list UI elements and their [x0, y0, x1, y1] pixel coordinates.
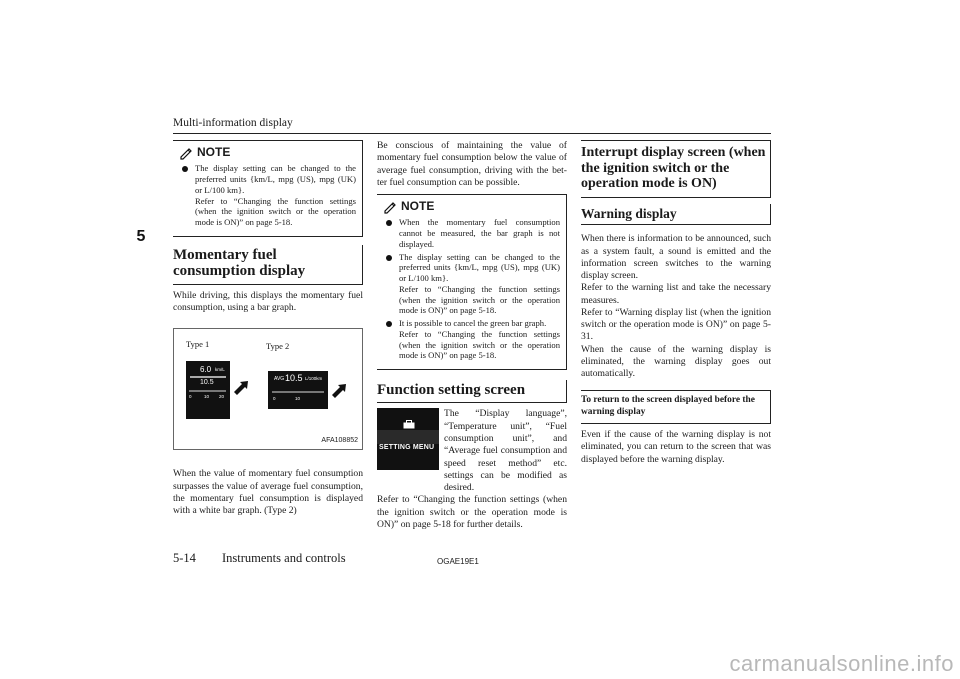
type1-scale [189, 390, 226, 392]
setting-block [377, 408, 567, 494]
type1-display [186, 361, 230, 419]
type1-unit-top: km/L [215, 367, 225, 373]
chapter-tab: 5 [136, 228, 146, 245]
return-heading: To return to the screen displayed before the warning display [581, 390, 771, 424]
setting-menu-screen [377, 408, 439, 470]
momentary-intro: While driving, this displays the momentary fuel consumption, using a bar graph. [173, 289, 363, 314]
pointer-arrow-icon [330, 382, 350, 398]
type2-unit: L/100km [305, 376, 323, 382]
fuel-display-figure [173, 328, 363, 450]
type2-label: Type 2 [266, 341, 290, 352]
setting-text: The “Display language”, “Temperature unit”, “Fuel consumption unit”, and “Average fuel consumption and speed reset method” etc. settings can be modified as desired. [444, 408, 567, 494]
warning-p3: Refer to “Warning display list (when the ignition switch or the operation mode is ON)” on page 5-31. [581, 306, 771, 343]
note-bullet: The display setting can be changed to the preferred units {km/L, mpg (US), mpg (UK) or L/100 km}. Refer to “Changing the function settings (when the ignition switch or the operation mode is ON)” on page 5-18. [179, 163, 356, 227]
footer-chapter: Instruments and controls [222, 551, 346, 565]
watermark: carmanualsonline.info [729, 651, 954, 676]
bullet-dot-icon [182, 166, 188, 172]
section-title-function-setting: Function setting screen [377, 380, 567, 404]
note-pencil-icon [179, 146, 193, 160]
type1-label: Type 1 [186, 339, 210, 350]
section-title-interrupt: Interrupt display screen (when the ignition switch or the operation mode is ON) [581, 140, 771, 198]
subsection-title-warning: Warning display [581, 204, 771, 225]
type1-tick-2: 20 [219, 394, 225, 400]
type1-bar [190, 376, 226, 378]
bullet-dot-icon [386, 220, 392, 226]
type2-avg: AVG [274, 376, 285, 383]
type2-value: 10.5 [285, 373, 303, 384]
document-code: OGAE19E1 [437, 557, 479, 566]
warning-p2: Refer to the warning list and take the necessary measures. [581, 282, 771, 306]
setting-text-2: Refer to “Changing the function settings (when the ignition switch or the operation mode is ON)” on page 5-18 for further details. [377, 494, 567, 530]
bullet-dot-icon [386, 255, 392, 261]
note-title: NOTE [179, 145, 356, 160]
page-number: 5-14 [173, 551, 196, 565]
setting-strip [377, 430, 439, 444]
note-box [377, 194, 567, 370]
column-left [173, 140, 363, 521]
figure-code: AFA108852 [321, 437, 358, 445]
note-box [173, 140, 363, 237]
setting-menu-label: SETTING MENU [379, 443, 435, 451]
type1-value-top: 6.0 [200, 365, 212, 375]
middle-intro: Be conscious of maintaining the value of momentary fuel consumption below the value of average fuel consumption, driving with the bet-ter fuel consumption can be possible. [377, 140, 567, 188]
pointer-arrow-icon [232, 379, 252, 395]
note-bullet: When the momentary fuel consumption cannot be measured, the bar graph is not displayed. [383, 217, 560, 249]
type1-value-bottom: 10.5 [200, 379, 214, 387]
note-bullet: It is possible to cancel the green bar graph. Refer to “Changing the function settings (when the ignition switch or the operation mode is ON)” on page 5-18. [383, 318, 560, 361]
running-head: Multi-information display [173, 117, 293, 129]
warning-p4: When the cause of the warning display is eliminated, the warning display goes out automatically. [581, 343, 771, 380]
type2-tick-1: 10 [295, 396, 301, 402]
type2-tick-0: 0 [273, 396, 276, 402]
column-middle [377, 140, 567, 535]
note-title: NOTE [383, 199, 560, 214]
warning-p5: Even if the cause of the warning display is not eliminated, you can return to the screen that was displayed before the warning display. [581, 428, 771, 465]
momentary-after-figure: When the value of momentary fuel consumption surpasses the value of average fuel consumption, the momentary fuel consumption is displayed with a white bar graph. (Type 2) [173, 468, 363, 517]
note-pencil-icon [383, 200, 397, 214]
type1-tick-0: 0 [189, 394, 192, 400]
toolbox-icon [403, 420, 415, 429]
warning-p1: When there is information to be announced, such as a system fault, a sound is emitted and the information screen switches to the warning display screen. [581, 233, 771, 282]
column-right [581, 140, 771, 470]
type2-scale [272, 391, 324, 393]
type2-display [268, 371, 328, 409]
section-title-momentary: Momentary fuel consumption display [173, 245, 363, 285]
note-bullet: The display setting can be changed to the preferred units {km/L, mpg (US), mpg (UK) or L/100 km}. Refer to “Changing the function settings (when the ignition switch or the operation mode is ON)” on page 5-18. [383, 252, 560, 316]
bullet-dot-icon [386, 321, 392, 327]
type1-tick-1: 10 [204, 394, 210, 400]
header-rule [173, 133, 771, 134]
